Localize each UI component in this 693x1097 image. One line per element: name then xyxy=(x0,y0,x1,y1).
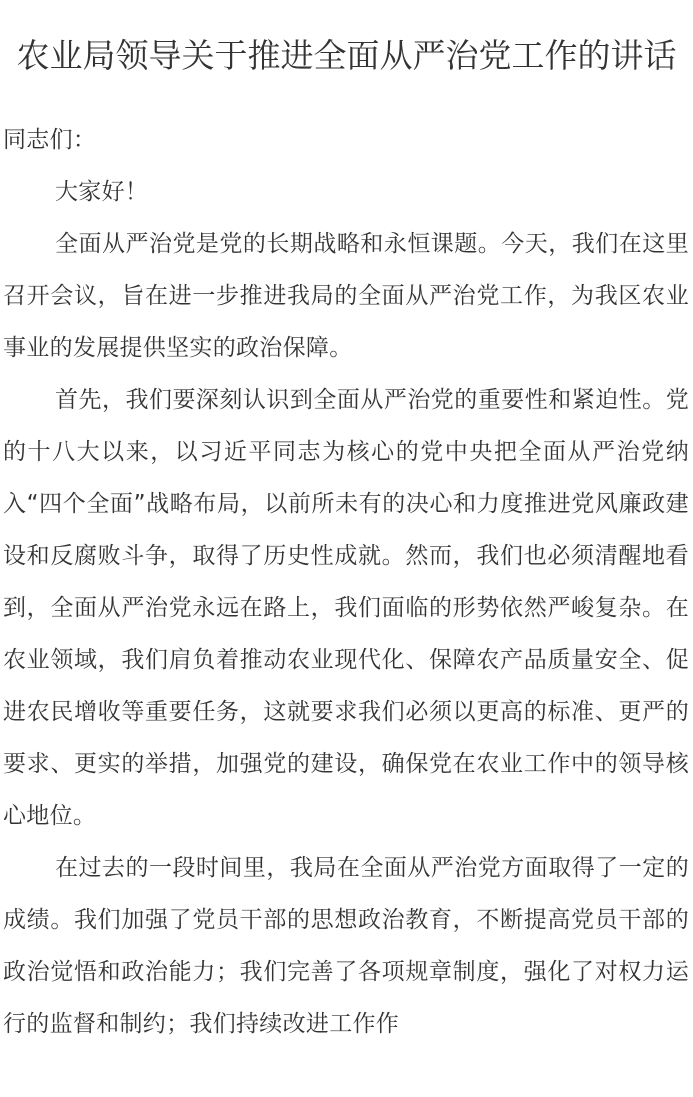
document-title: 农业局领导关于推进全面从严治党工作的讲话 xyxy=(16,36,677,75)
paragraph-greeting: 大家好！ xyxy=(55,179,149,205)
document-body xyxy=(0,114,693,1050)
paragraph-achievements: 在过去的一段时间里，我局在全面从严治党方面取得了一定的成绩。我们加强了党员干部的思想政治教育，不断提高党员干部的政治觉悟和政治能力；我们完善了各项规章制度，强化了对权力运行的监督和制约；我们持续改进工作作 xyxy=(3,855,689,1037)
salutation: 同志们： xyxy=(3,127,97,153)
paragraph-intro: 全面从严治党是党的长期战略和永恒课题。今天，我们在这里召开会议，旨在进一步推进我局的全面从严治党工作，为我区农业事业的发展提供坚实的政治保障。 xyxy=(3,231,689,361)
paragraph-importance: 首先，我们要深刻认识到全面从严治党的重要性和紧迫性。党的十八大以来，以习近平同志为核心的党中央把全面从严治党纳入“四个全面”战略布局，以前所未有的决心和力度推进党风廉政建设和反腐败斗争，取得了历史性成就。然而，我们也必须清醒地看到，全面从严治党永远在路上，我们面临的形势依然严峻复杂。在农业领域，我们肩负着推动农业现代化、保障农产品质量安全、促进农民增收等重要任务，这就要求我们必须以更高的标准、更严的要求、更实的举措，加强党的建设，确保党在农业工作中的领导核心地位。 xyxy=(3,387,689,829)
